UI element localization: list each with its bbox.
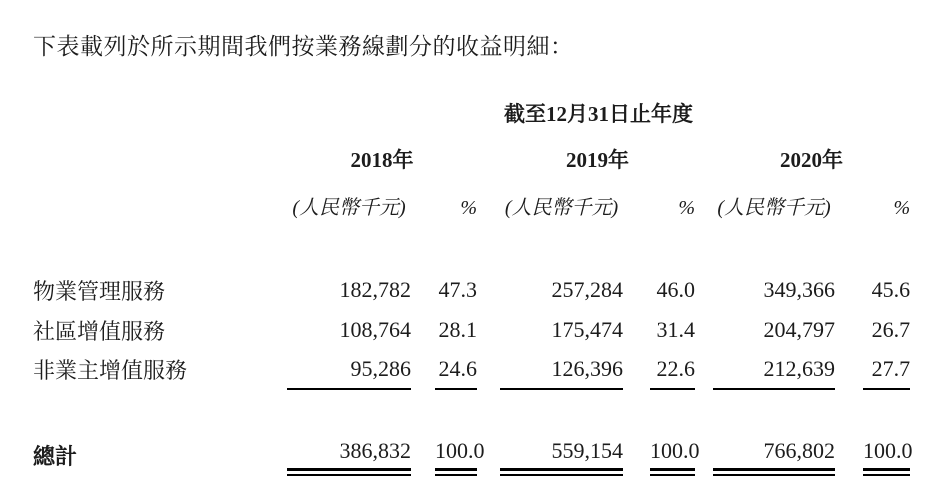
- empty-cell: [623, 310, 650, 350]
- percent-header-2018: %: [460, 197, 477, 219]
- table-row-total: [33, 438, 910, 471]
- empty-cell: [477, 270, 500, 310]
- empty-cell: [695, 310, 713, 350]
- total-label: 總計: [33, 444, 78, 469]
- percent-cell-2019: 22.6: [650, 350, 695, 389]
- amount-cell-2019: 126,396: [500, 350, 623, 389]
- table-span-header-row: [33, 96, 910, 130]
- empty-cell: [477, 130, 500, 176]
- empty-cell: [477, 310, 500, 350]
- percent-cell-2019: 46.0: [656, 277, 695, 302]
- double-ruled-value: 100.0: [863, 438, 910, 471]
- empty-cell: [33, 224, 910, 270]
- empty-cell: [33, 96, 287, 130]
- total-percent-cell-2019: [650, 438, 700, 471]
- percent-cell-2019: 31.4: [656, 317, 695, 342]
- amount-cell-2020: 212,639: [713, 350, 835, 389]
- year-header-2019: 2019年: [566, 148, 629, 172]
- year-header-2020: 2020年: [780, 148, 844, 172]
- empty-cell: [835, 438, 863, 471]
- empty-cell: [411, 270, 435, 310]
- total-amount-cell-2018: [287, 438, 411, 471]
- empty-cell: [33, 389, 910, 438]
- double-ruled-value: 100.0: [435, 438, 477, 471]
- percent-cell-2020: 45.6: [871, 277, 911, 302]
- unit-header-2018: (人民幣千元): [292, 197, 406, 219]
- empty-cell: [477, 176, 500, 224]
- page-title: 下表載列於所示期間我們按業務線劃分的收益明細：: [33, 34, 574, 59]
- table-row-community-vas: [33, 310, 910, 350]
- row-label: 物業管理服務: [33, 278, 166, 304]
- empty-cell: [695, 130, 713, 176]
- total-amount-cell-2019: [500, 438, 623, 471]
- double-ruled-value: 766,802: [713, 438, 835, 471]
- empty-cell: [623, 270, 650, 310]
- total-amount-cell-2020: [713, 438, 835, 471]
- empty-cell: [411, 350, 435, 389]
- empty-cell: [33, 176, 287, 224]
- amount-cell-2020: 349,366: [763, 277, 835, 302]
- empty-cell: [623, 438, 650, 471]
- row-label: 非業主增值服務: [33, 358, 188, 383]
- revenue-by-business-line-table: [33, 96, 913, 471]
- amount-cell-2019: 175,474: [551, 317, 623, 342]
- row-label: 社區增值服務: [33, 318, 166, 344]
- empty-cell: [695, 270, 713, 310]
- empty-cell: [33, 130, 287, 176]
- percent-cell-2020: 26.7: [871, 317, 911, 342]
- double-ruled-value: 100.0: [650, 438, 695, 471]
- amount-cell-2018: 95,286: [287, 350, 411, 389]
- amount-cell-2019: 257,284: [551, 277, 623, 302]
- empty-cell: [623, 176, 650, 224]
- double-ruled-value: 559,154: [500, 438, 623, 471]
- table-year-header-row: [33, 130, 910, 176]
- table-unit-header-row: [33, 176, 910, 224]
- table-row-property-management: [33, 270, 910, 310]
- empty-cell: [695, 350, 713, 389]
- spacer-row: [33, 389, 910, 438]
- amount-cell-2020: 204,797: [763, 317, 835, 342]
- empty-cell: [411, 438, 435, 471]
- percent-cell-2018: 47.3: [438, 277, 477, 302]
- empty-cell: [695, 176, 713, 224]
- spacer-row: [33, 224, 910, 270]
- total-percent-cell-2020: [863, 438, 913, 471]
- span-header-year-ended: 截至12月31日止年度: [504, 102, 694, 126]
- percent-cell-2020: 27.7: [863, 350, 910, 389]
- amount-cell-2018: 182,782: [339, 277, 411, 302]
- percent-header-2019: %: [678, 197, 695, 219]
- unit-header-2019: (人民幣千元): [504, 197, 619, 219]
- amount-cell-2018: 108,764: [339, 317, 411, 342]
- total-percent-cell-2018: [435, 438, 485, 471]
- year-header-2018: 2018年: [350, 148, 414, 172]
- empty-cell: [477, 350, 500, 389]
- empty-cell: [835, 270, 863, 310]
- empty-cell: [835, 350, 863, 389]
- empty-cell: [411, 176, 435, 224]
- percent-cell-2018: 24.6: [435, 350, 477, 389]
- table-row-non-owner-vas: [33, 350, 910, 389]
- empty-cell: [411, 310, 435, 350]
- percent-cell-2018: 28.1: [438, 317, 477, 342]
- empty-cell: [835, 310, 863, 350]
- double-ruled-value: 386,832: [287, 438, 411, 471]
- empty-cell: [623, 350, 650, 389]
- unit-header-2020: (人民幣千元): [717, 197, 831, 219]
- percent-header-2020: %: [893, 197, 911, 219]
- empty-cell: [835, 176, 863, 224]
